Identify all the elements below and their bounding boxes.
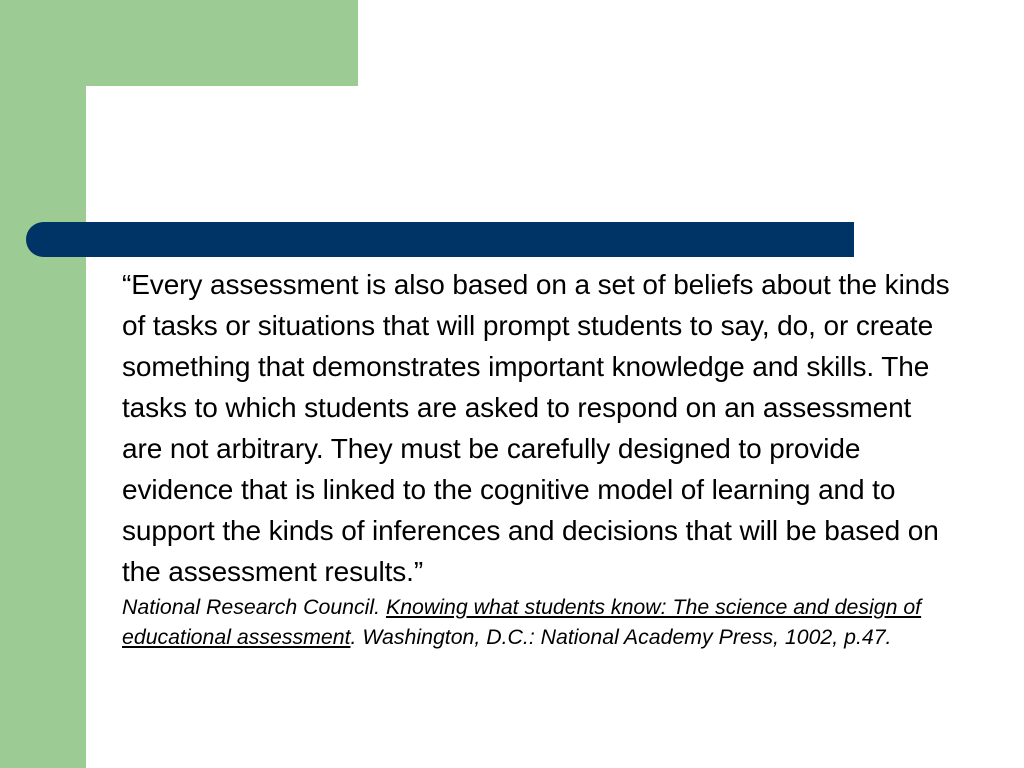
citation: [122, 592, 952, 652]
green-top-block: [0, 0, 358, 86]
quote-text: “Every assessment is also based on a set of beliefs about the kinds of tasks or situations that will prompt students to say, do, or create something that demonstrates important knowledge and skills. The tasks to which students are asked to respond on an assessment are not arbitrary. They must be carefully designed to provide evidence that is linked to the cognitive model of learning and to support the kinds of inferences and decisions that will be based on the assessment results.”: [122, 269, 950, 587]
title-divider-bar: [26, 222, 854, 257]
citation-publication: . Washington, D.C.: National Academy Press, 1002, p.47.: [350, 625, 892, 649]
slide-body: [122, 264, 952, 652]
green-side-strip: [0, 0, 86, 768]
citation-author: National Research Council.: [122, 595, 386, 619]
citation-book-title: Knowing what students know: The science and design of educational assessment: [122, 595, 922, 649]
